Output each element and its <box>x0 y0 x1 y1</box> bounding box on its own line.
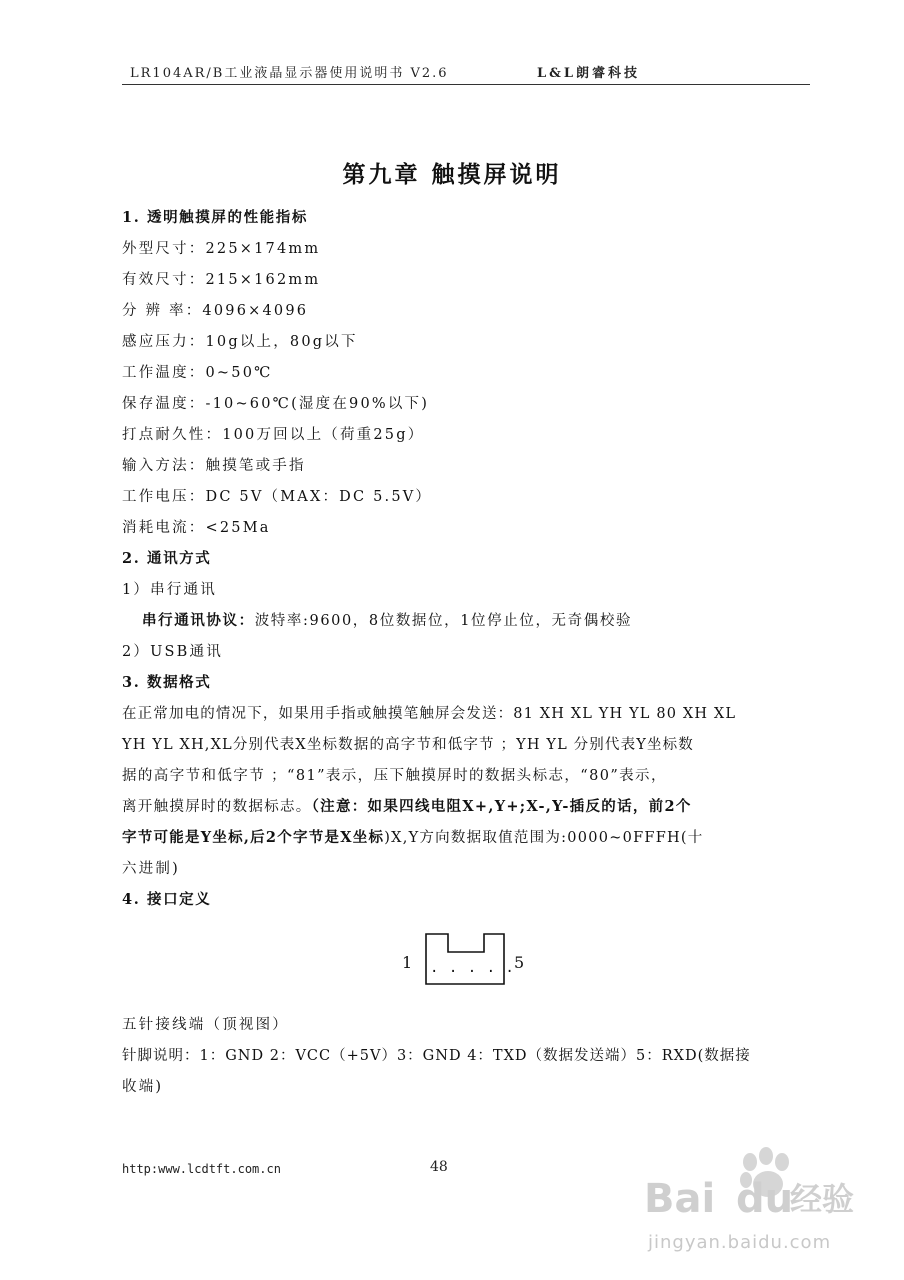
spec-line: 外型尺寸：225×174mm <box>122 241 321 257</box>
spec-line: 输入方法：触摸笔或手指 <box>122 458 306 474</box>
connector-diagram <box>398 930 538 990</box>
spec-line: 工作温度：0~50℃ <box>122 365 273 381</box>
footer-url: http:www.lcdtft.com.cn <box>122 1162 281 1176</box>
format-note: 字节可能是Y坐标,后2个字节是X坐标 <box>122 829 385 846</box>
serial-protocol-label: 串行通讯协议： <box>142 612 255 629</box>
pin-description: 收端) <box>122 1079 164 1095</box>
page-number: 48 <box>430 1159 448 1175</box>
format-line <box>122 795 692 816</box>
header-divider <box>122 84 810 85</box>
company-name: L&L朗睿科技 <box>537 66 641 81</box>
format-line: 六进制) <box>122 861 180 877</box>
usb-comm-title: 2）USB通讯 <box>122 644 223 660</box>
format-line: YH YL XH,XL分别代表X坐标数据的高字节和低字节 ；YH YL 分别代表Y坐标数 <box>122 737 694 753</box>
format-line: 在正常加电的情况下，如果用手指或触摸笔触屏会发送：81 XH XL YH YL 80 XH XL <box>122 706 737 722</box>
section-3-heading: 3. 数据格式 <box>122 674 212 691</box>
section-1-heading: 1. 透明触摸屏的性能指标 <box>122 209 308 226</box>
serial-protocol-detail: 波特率:9600，8位数据位，1位停止位，无奇偶校验 <box>254 613 633 629</box>
spec-line: 工作电压：DC 5V（MAX：DC 5.5V） <box>122 489 433 505</box>
watermark-cn-text: 经验 <box>790 1180 855 1218</box>
connector-pin-1-label: 1 <box>402 953 413 972</box>
format-note: （注意：如果四线电阻X+,Y+;X-,Y-插反的话，前2个 <box>311 798 692 815</box>
connector-outline <box>426 934 504 984</box>
spec-line: 消耗电流：<25Ma <box>122 520 271 536</box>
spec-line: 感应压力：10g以上，80g以下 <box>122 334 358 350</box>
spec-line: 有效尺寸：215×162mm <box>122 272 321 288</box>
watermark-logo-text: Bai <box>644 1176 716 1222</box>
chapter-title: 第九章 触摸屏说明 <box>342 162 562 188</box>
spec-line: 打点耐久性：100万回以上（荷重25g） <box>122 427 425 443</box>
format-line <box>122 826 704 847</box>
connector-pins: . . . . . <box>430 960 515 976</box>
format-segment: 离开触摸屏时的数据标志。 <box>122 799 312 815</box>
format-segment: )X,Y方向数据取值范围为:0000~0FFFH(十 <box>384 830 704 846</box>
section-4-heading: 4. 接口定义 <box>122 891 212 908</box>
section-2-heading: 2. 通讯方式 <box>122 550 212 567</box>
connector-caption: 五针接线端（顶视图） <box>122 1017 289 1033</box>
watermark-logo-text-2: du <box>736 1176 794 1222</box>
watermark-url: jingyan.baidu.com <box>648 1232 832 1253</box>
spec-line: 分 辨 率：4096×4096 <box>122 303 309 319</box>
manual-title: LR104AR/B工业液晶显示器使用说明书 V2.6 <box>130 66 449 81</box>
serial-comm-title: 1）串行通讯 <box>122 582 217 598</box>
connector-pin-5-label: 5 <box>514 953 525 972</box>
spec-line: 保存温度：-10~60℃(湿度在90%以下) <box>122 396 430 412</box>
format-line: 据的高字节和低字节 ；“81”表示，压下触摸屏时的数据头标志，“80”表示， <box>122 768 667 784</box>
serial-protocol <box>142 609 632 630</box>
pin-description: 针脚说明：1：GND 2：VCC（+5V）3：GND 4：TXD（数据发送端）5：RXD(数据接 <box>122 1048 751 1064</box>
